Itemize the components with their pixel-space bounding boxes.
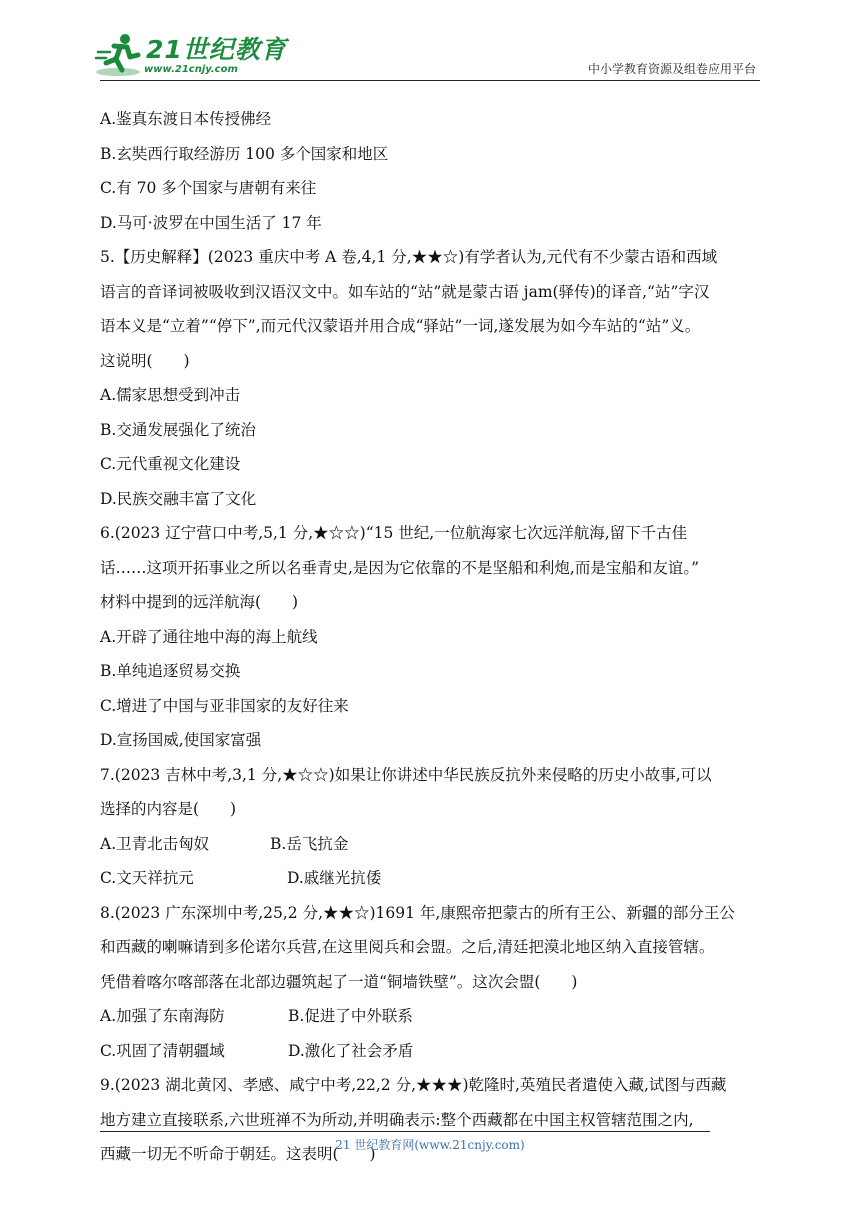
question-stem-line: 这说明( ) xyxy=(100,351,190,370)
option-d: D.激化了社会矛盾 xyxy=(288,1041,414,1060)
question-stem-line: 语言的音译词被吸收到汉语汉文中。如车站的“站”就是蒙古语 jam(驿传)的译音,“站”字汉 xyxy=(100,282,710,301)
option-row xyxy=(100,1034,780,1069)
option-d: D.戚继光抗倭 xyxy=(287,869,382,887)
option-b: B.促进了中外联系 xyxy=(288,1007,413,1025)
option-d: D.宣扬国威,使国家富强 xyxy=(100,731,262,749)
footer-link[interactable]: 21 世纪教育网(www.21cnjy.com) xyxy=(335,1138,525,1152)
option-a: A.开辟了通往地中海的海上航线 xyxy=(100,627,318,646)
option-c: C.有 70 多个国家与唐朝有来往 xyxy=(100,179,317,197)
option-c: C.巩固了清朝疆域 xyxy=(100,1041,225,1060)
page-header xyxy=(0,0,860,92)
question-stem-line: 7.(2023 吉林中考,3,1 分,★☆☆)如果让你讲述中华民族反抗外来侵略的历史小故事,可以 xyxy=(100,765,712,784)
option-c: C.元代重视文化建设 xyxy=(100,455,241,473)
option-c: C.增进了中国与亚非国家的友好往来 xyxy=(100,696,349,715)
question-stem-line: 话……这项开拓事业之所以名垂青史,是因为它依靠的不是坚船和利炮,而是宝船和友谊。” xyxy=(100,558,700,577)
question-stem-line: 9.(2023 湖北黄冈、孝感、咸宁中考,22,2 分,★★★)乾隆时,英殖民者遣使入藏,试图与西藏 xyxy=(100,1076,727,1094)
site-logo[interactable] xyxy=(94,30,287,82)
option-b: B.玄奘西行取经游历 100 多个国家和地区 xyxy=(100,144,389,163)
header-divider xyxy=(100,80,760,81)
runner-icon xyxy=(94,32,144,78)
option-row xyxy=(100,999,780,1034)
question-stem-line: 5.【历史解释】(2023 重庆中考 A 卷,4,1 分,★★☆)有学者认为,元代有不少蒙古语和西域 xyxy=(100,248,718,266)
question-stem-line: 和西藏的喇嘛请到多伦诺尔兵营,在这里阅兵和会盟。之后,清廷把漠北地区纳入直接管辖。 xyxy=(100,938,715,956)
option-a: A.鉴真东渡日本传授佛经 xyxy=(100,110,272,128)
logo-url: www.21cnjy.com xyxy=(144,64,238,75)
question-stem-line: 6.(2023 辽宁营口中考,5,1 分,★☆☆)“15 世纪,一位航海家七次远洋航海,留下千古佳 xyxy=(100,524,688,542)
option-b: B.单纯追逐贸易交换 xyxy=(100,662,241,680)
question-stem-line: 语本义是“立着”“停下”,而元代汉蒙语并用合成“驿站”一词,遂发展为如今车站的“站”义。 xyxy=(100,317,701,335)
option-row xyxy=(100,827,780,862)
logo-wordmark: 21世纪教育 xyxy=(146,35,287,64)
question-5 xyxy=(100,240,780,516)
option-d: D.民族交融丰富了文化 xyxy=(100,489,257,508)
option-d: D.马可·波罗在中国生活了 17 年 xyxy=(100,213,322,232)
option-a: A.儒家思想受到冲击 xyxy=(100,386,241,404)
option-a: A.加强了东南海防 xyxy=(100,1007,225,1025)
platform-name: 中小学教育资源及组卷应用平台 xyxy=(587,62,756,76)
question-stem-line: 西藏一切无不听命于朝廷。这表明( ) xyxy=(100,1145,376,1163)
option-b: B.岳飞抗金 xyxy=(270,834,349,853)
question-stem-line: 地方建立直接联系,六世班禅不为所动,并明确表示:整个西藏都在中国主权管辖范围之内, xyxy=(100,1110,694,1129)
question-stem-line: 材料中提到的远洋航海( ) xyxy=(100,593,299,611)
option-b: B.交通发展强化了统治 xyxy=(100,420,256,439)
question-7 xyxy=(100,758,780,896)
question-6 xyxy=(100,516,780,758)
option-row xyxy=(100,861,780,896)
question-8 xyxy=(100,896,780,1069)
question-content xyxy=(100,102,780,1172)
footer-divider xyxy=(100,1131,710,1132)
question-9 xyxy=(100,1068,780,1172)
question-stem-line: 凭借着喀尔喀部落在北部边疆筑起了一道“铜墙铁壁”。这次会盟( ) xyxy=(100,972,578,991)
question-stem-line: 选择的内容是( ) xyxy=(100,800,237,818)
option-c: C.文天祥抗元 xyxy=(100,869,194,887)
question-stem-line: 8.(2023 广东深圳中考,25,2 分,★★☆)1691 年,康熙帝把蒙古的所有王公、新疆的部分王公 xyxy=(100,903,735,922)
option-a: A.卫青北击匈奴 xyxy=(100,834,210,853)
